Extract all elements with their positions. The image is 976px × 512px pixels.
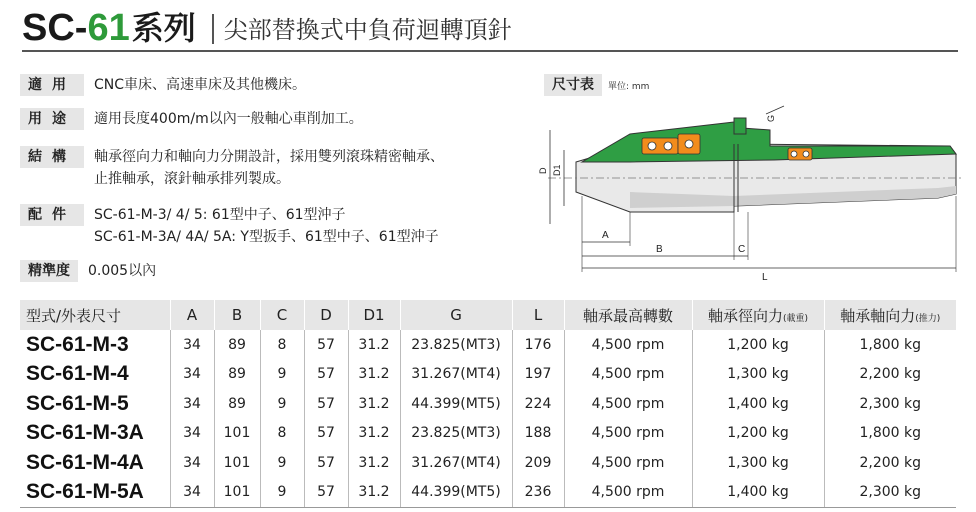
spec-label: 結構 — [20, 146, 84, 168]
drawing-label-a: A — [602, 230, 609, 241]
cell-radial-load: 1,300 kg — [692, 448, 824, 478]
drawing-label-l: L — [762, 272, 768, 282]
cell-radial-load: 1,300 kg — [692, 360, 824, 390]
spec-application — [20, 74, 306, 96]
cell-d: 57 — [304, 360, 348, 390]
cell-d1: 31.2 — [348, 419, 400, 449]
cell-g: 31.267(MT4) — [400, 448, 512, 478]
cell-c: 9 — [260, 448, 304, 478]
dimension-label: 尺寸表 — [544, 74, 602, 96]
spec-label: 用途 — [20, 108, 84, 130]
cell-max-rpm: 4,500 rpm — [564, 448, 692, 478]
cell-b: 101 — [214, 448, 260, 478]
table-row — [20, 478, 956, 508]
cell-model: SC-61-M-5A — [20, 478, 170, 508]
drawing-label-b: B — [656, 244, 663, 255]
page-subtitle: 尖部替換式中負荷迴轉頂針 — [223, 16, 512, 44]
cell-g: 44.399(MT5) — [400, 478, 512, 508]
header-a: A — [170, 300, 214, 330]
cell-axial-load: 2,300 kg — [859, 395, 922, 412]
cell-axial-load: 2,200 kg — [859, 366, 922, 383]
cell-axial-load: 1,800 kg — [859, 425, 922, 442]
cell-c: 9 — [260, 389, 304, 419]
title-rule — [22, 50, 958, 52]
series-label: 系列 — [131, 9, 196, 47]
header-g: G — [400, 300, 512, 330]
cell-a: 34 — [170, 448, 214, 478]
cell-c: 9 — [260, 478, 304, 508]
spec-value: CNC車床、高速車床及其他機床。 — [94, 77, 307, 93]
cell-b: 89 — [214, 360, 260, 390]
cell-max-rpm: 4,500 rpm — [564, 360, 692, 390]
cell-a: 34 — [170, 330, 214, 360]
header-max-rpm: 軸承最高轉數 — [564, 300, 692, 330]
drawing-label-g: G — [766, 114, 776, 122]
model-number: 61 — [87, 7, 130, 49]
spec-value: 適用長度400m/m以內一般軸心車削加工。 — [94, 111, 363, 127]
dimension-unit: 單位: mm — [608, 81, 650, 92]
spec-label: 精準度 — [20, 260, 78, 282]
page-title — [22, 4, 512, 48]
table-row — [20, 419, 956, 449]
spec-value-line: SC-61-M-3/ 4/ 5: 61型中子、61型沖子 — [94, 207, 346, 223]
cell-b: 101 — [214, 419, 260, 449]
cell-d: 57 — [304, 448, 348, 478]
dimension-header — [544, 74, 649, 96]
header-b: B — [214, 300, 260, 330]
cell-model: SC-61-M-4 — [20, 360, 170, 390]
cell-model: SC-61-M-5 — [20, 389, 170, 419]
cell-g: 31.267(MT4) — [400, 360, 512, 390]
cell-l: 209 — [512, 448, 564, 478]
spec-accessories — [20, 204, 439, 248]
cell-model: SC-61-M-3 — [20, 330, 170, 360]
cell-d1: 31.2 — [348, 360, 400, 390]
cell-axial-load: 1,800 kg — [859, 336, 922, 353]
header-c: C — [260, 300, 304, 330]
cell-d1: 31.2 — [348, 448, 400, 478]
spec-accuracy — [20, 260, 156, 282]
cell-d: 57 — [304, 330, 348, 360]
cell-a: 34 — [170, 478, 214, 508]
header-model: 型式/外表尺寸 — [20, 300, 170, 330]
cell-l: 176 — [512, 330, 564, 360]
spec-structure — [20, 146, 444, 190]
cell-radial-load: 1,400 kg — [692, 478, 824, 508]
table-row — [20, 330, 956, 360]
cell-max-rpm: 4,500 rpm — [564, 478, 692, 508]
header-l: L — [512, 300, 564, 330]
table-row — [20, 448, 956, 478]
cell-a: 34 — [170, 389, 214, 419]
table-header-row — [20, 300, 956, 330]
model-prefix: SC- — [22, 7, 88, 49]
drawing-cap — [734, 118, 746, 134]
cell-d: 57 — [304, 389, 348, 419]
cell-radial-load: 1,200 kg — [692, 330, 824, 360]
drawing-housing — [582, 122, 956, 162]
cell-b: 101 — [214, 478, 260, 508]
spec-value-line: SC-61-M-3A/ 4A/ 5A: Y型扳手、61型中子、61型沖子 — [94, 229, 439, 245]
cell-g: 23.825(MT3) — [400, 419, 512, 449]
technical-drawing — [538, 100, 968, 282]
cell-a: 34 — [170, 419, 214, 449]
cell-d1: 31.2 — [348, 478, 400, 508]
cell-model: SC-61-M-3A — [20, 419, 170, 449]
header-d1: D1 — [348, 300, 400, 330]
header-d: D — [304, 300, 348, 330]
spec-value-line: 止推軸承，滾針軸承排列製成。 — [94, 171, 290, 187]
cell-axial-load: 2,300 kg — [824, 478, 956, 508]
cell-d1: 31.2 — [348, 389, 400, 419]
cell-l: 236 — [512, 478, 564, 508]
cell-a: 34 — [170, 360, 214, 390]
spec-table — [20, 300, 956, 508]
cell-d: 57 — [304, 419, 348, 449]
cell-c: 8 — [260, 419, 304, 449]
cell-c: 9 — [260, 360, 304, 390]
spec-label: 配件 — [20, 204, 84, 226]
cell-model: SC-61-M-4A — [20, 448, 170, 478]
cell-axial-load: 2,200 kg — [859, 454, 922, 471]
spec-value: 0.005以內 — [88, 263, 157, 279]
cell-g: 44.399(MT5) — [400, 389, 512, 419]
cell-max-rpm: 4,500 rpm — [564, 419, 692, 449]
title-divider — [212, 14, 214, 44]
table-row — [20, 389, 956, 419]
drawing-label-d: D — [538, 167, 548, 174]
cell-b: 89 — [214, 330, 260, 360]
cell-c: 8 — [260, 330, 304, 360]
cell-radial-load: 1,200 kg — [692, 419, 824, 449]
spec-usage — [20, 108, 363, 130]
spec-label: 適用 — [20, 74, 84, 96]
header-radial: 軸承徑向力(載重) — [692, 300, 824, 330]
cell-b: 89 — [214, 389, 260, 419]
table-row — [20, 360, 956, 390]
drawing-dim-line — [766, 106, 784, 114]
cell-l: 224 — [512, 389, 564, 419]
drawing-label-c: C — [738, 244, 746, 255]
drawing-label-d1: D1 — [552, 164, 562, 176]
cell-max-rpm: 4,500 rpm — [564, 330, 692, 360]
cell-radial-load: 1,400 kg — [692, 389, 824, 419]
cell-max-rpm: 4,500 rpm — [564, 389, 692, 419]
cell-d1: 31.2 — [348, 330, 400, 360]
header-axial: 軸承軸向力(推力) — [824, 300, 956, 330]
cell-g: 23.825(MT3) — [400, 330, 512, 360]
cell-l: 197 — [512, 360, 564, 390]
cell-d: 57 — [304, 478, 348, 508]
cell-l: 188 — [512, 419, 564, 449]
spec-value-line: 軸承徑向力和軸向力分開設計，採用雙列滾珠精密軸承、 — [94, 149, 444, 165]
